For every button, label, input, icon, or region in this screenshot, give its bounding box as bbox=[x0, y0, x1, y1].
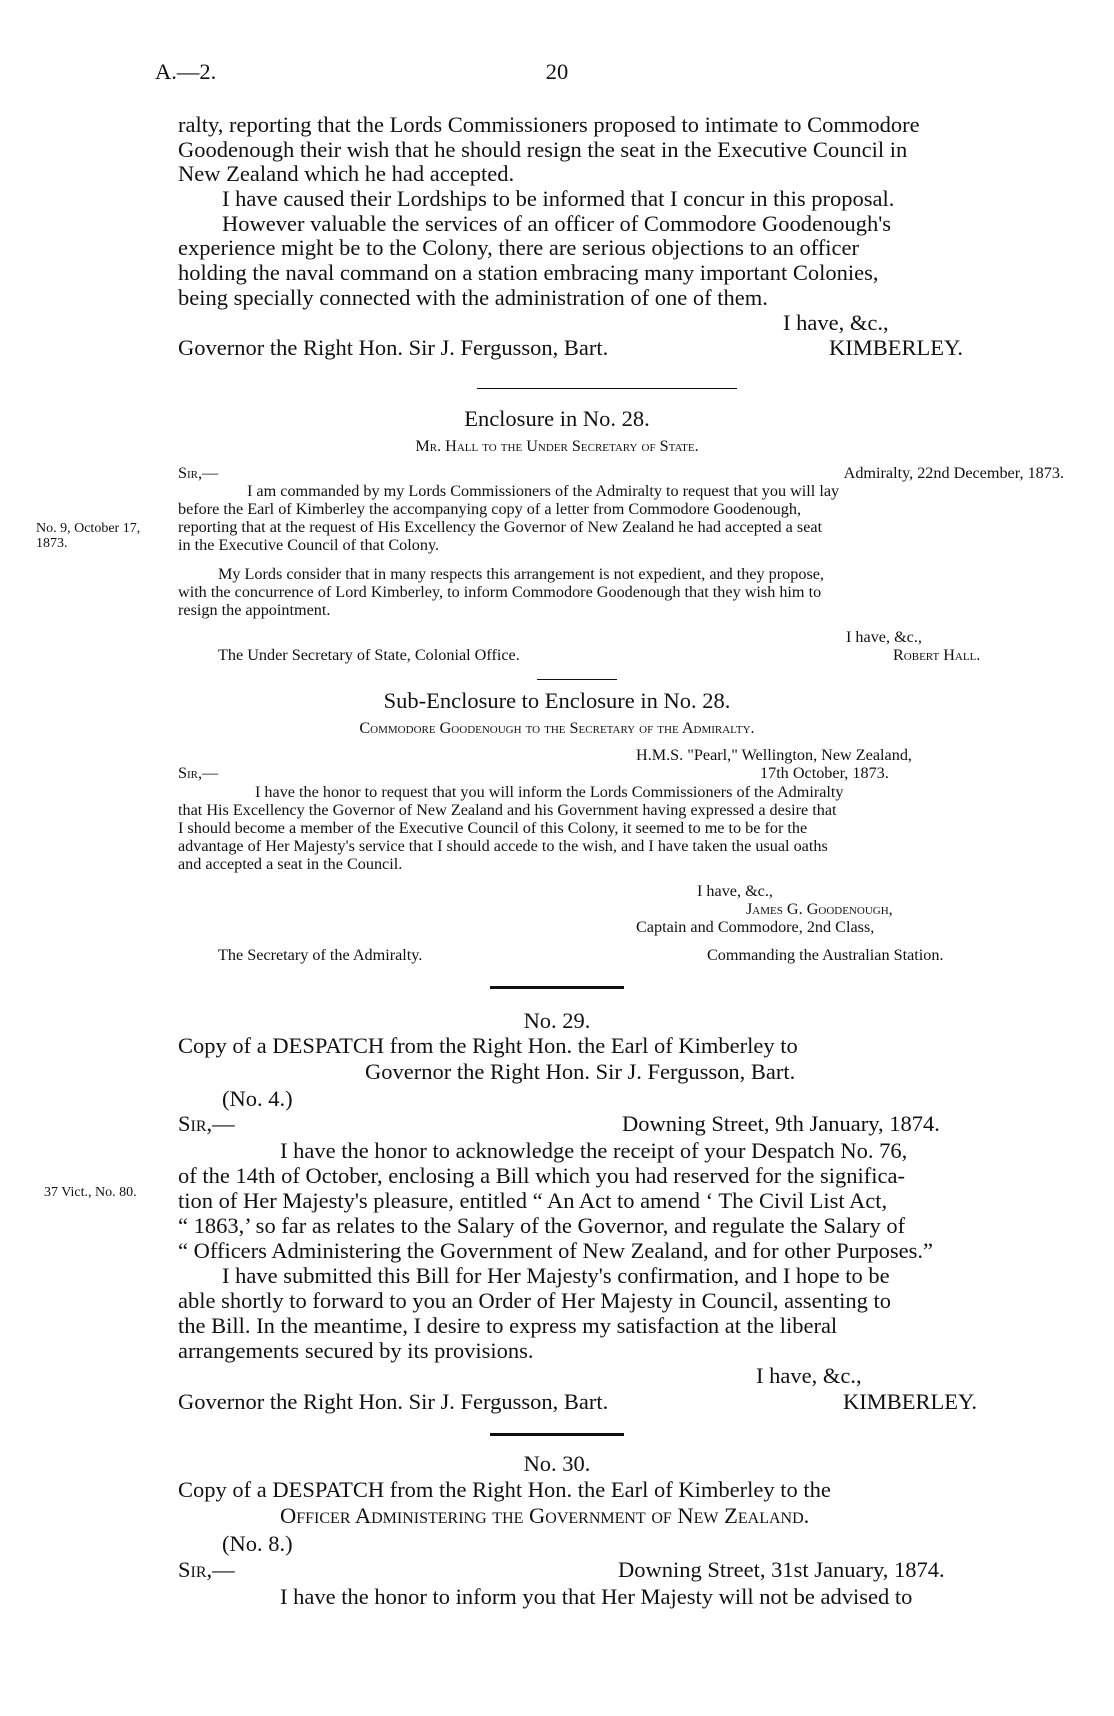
section-divider bbox=[477, 388, 737, 389]
despatch-title: Copy of a DESPATCH from the Right Hon. the Earl of Kimberley to bbox=[178, 1033, 798, 1058]
page-number: 20 bbox=[545, 59, 569, 84]
addressee: The Under Secretary of State, Colonial Office. bbox=[218, 646, 520, 664]
body-line: that His Excellency the Governor of New Zealand and his Government having expressed a desire that bbox=[178, 801, 837, 819]
despatch-title: Copy of a DESPATCH from the Right Hon. the Earl of Kimberley to the bbox=[178, 1477, 831, 1502]
signature: KIMBERLEY. bbox=[843, 1389, 977, 1414]
body-line: resign the appointment. bbox=[178, 601, 331, 619]
sub-enclosure-from-line: Commodore Goodenough to the Secretary of the Admiralty. bbox=[359, 719, 755, 737]
salutation: Sir,— bbox=[178, 1557, 235, 1582]
place-date: Admiralty, 22nd December, 1873. bbox=[843, 464, 1064, 482]
signature-name: James G. Goodenough, bbox=[746, 900, 893, 918]
body-line: I have the honor to request that you will inform the Lords Commissioners of the Admiralty bbox=[255, 783, 844, 801]
body-line: I have the honor to inform you that Her Majesty will not be advised to bbox=[280, 1584, 913, 1609]
section-divider bbox=[490, 986, 624, 989]
signature: KIMBERLEY. bbox=[829, 335, 963, 360]
body-line: ralty, reporting that the Lords Commissioners proposed to intimate to Commodore bbox=[178, 112, 920, 137]
signature-rank: Captain and Commodore, 2nd Class, bbox=[636, 918, 875, 936]
body-line: “ 1863,’ so far as relates to the Salary of the Governor, and regulate the Salary of bbox=[178, 1213, 906, 1238]
closing-line: I have, &c., bbox=[697, 882, 773, 900]
body-line: arrangements secured by its provisions. bbox=[178, 1338, 534, 1363]
body-line: “ Officers Administering the Government of New Zealand, and for other Purposes.” bbox=[178, 1238, 933, 1263]
date: 17th October, 1873. bbox=[760, 764, 889, 782]
salutation: Sir,— bbox=[178, 1111, 235, 1136]
body-line: I have the honor to acknowledge the receipt of your Despatch No. 76, bbox=[280, 1138, 908, 1163]
despatch-number: No. 29. bbox=[523, 1008, 591, 1033]
closing-line: I have, &c., bbox=[846, 628, 922, 646]
despatch-number: No. 30. bbox=[523, 1451, 591, 1476]
body-line: being specially connected with the administration of one of them. bbox=[178, 285, 768, 310]
sub-enclosure-title: Sub-Enclosure to Enclosure in No. 28. bbox=[383, 688, 731, 713]
body-line: tion of Her Majesty's pleasure, entitled “ An Act to amend ‘ The Civil List Act, bbox=[178, 1188, 888, 1213]
body-line: However valuable the services of an officer of Commodore Goodenough's bbox=[222, 211, 892, 236]
body-line: before the Earl of Kimberley the accompanying copy of a letter from Commodore Goodenough, bbox=[178, 500, 802, 518]
body-line: in the Executive Council of that Colony. bbox=[178, 536, 440, 554]
addressee: Governor the Right Hon. Sir J. Fergusson, Bart. bbox=[178, 335, 609, 360]
closing-line: I have, &c., bbox=[756, 1363, 862, 1388]
closing-line: I have, &c., bbox=[783, 310, 889, 335]
body-line: I have caused their Lordships to be informed that I concur in this proposal. bbox=[222, 186, 895, 211]
section-divider bbox=[490, 1433, 624, 1436]
body-line: I am commanded by my Lords Commissioners of the Admiralty to request that you will lay bbox=[247, 482, 840, 500]
body-line: I should become a member of the Executive Council of this Colony, it seemed to me to be for the bbox=[178, 819, 808, 837]
body-line: of the 14th of October, enclosing a Bill which you had reserved for the significa- bbox=[178, 1163, 906, 1188]
body-line: New Zealand which he had accepted. bbox=[178, 161, 515, 186]
body-line: with the concurrence of Lord Kimberley, to inform Commodore Goodenough that they wish him to bbox=[178, 583, 822, 601]
document-reference: A.—2. bbox=[155, 59, 217, 84]
enclosure-from-line: Mr. Hall to the Under Secretary of State. bbox=[415, 437, 699, 455]
despatch-ref: (No. 8.) bbox=[222, 1531, 293, 1556]
margin-note: No. 9, October 17, bbox=[36, 521, 141, 536]
body-line: experience might be to the Colony, there are serious objections to an officer bbox=[178, 235, 860, 260]
despatch-title: Governor the Right Hon. Sir J. Fergusson, Bart. bbox=[365, 1059, 796, 1084]
body-line: Goodenough their wish that he should resign the seat in the Executive Council in bbox=[178, 137, 908, 162]
despatch-ref: (No. 4.) bbox=[222, 1086, 293, 1111]
addressee: Governor the Right Hon. Sir J. Fergusson, Bart. bbox=[178, 1389, 609, 1414]
body-line: the Bill. In the meantime, I desire to express my satisfaction at the liberal bbox=[178, 1313, 838, 1338]
place-date: Downing Street, 31st January, 1874. bbox=[618, 1557, 945, 1582]
place: H.M.S. "Pearl," Wellington, New Zealand, bbox=[636, 746, 912, 764]
body-line: My Lords consider that in many respects this arrangement is not expedient, and they propose, bbox=[218, 565, 824, 583]
enclosure-title: Enclosure in No. 28. bbox=[464, 406, 650, 431]
body-line: I have submitted this Bill for Her Majesty's confirmation, and I hope to be bbox=[222, 1263, 890, 1288]
despatch-title: Officer Administering the Government of New Zealand. bbox=[280, 1503, 810, 1528]
section-divider bbox=[537, 679, 617, 680]
body-line: and accepted a seat in the Council. bbox=[178, 855, 403, 873]
place-date: Downing Street, 9th January, 1874. bbox=[622, 1111, 940, 1136]
body-line: advantage of Her Majesty's service that I should accede to the wish, and I have taken the usual oaths bbox=[178, 837, 828, 855]
signature: Robert Hall. bbox=[893, 646, 981, 664]
margin-note: 1873. bbox=[36, 536, 68, 551]
margin-note: 37 Vict., No. 80. bbox=[44, 1185, 137, 1200]
body-line: able shortly to forward to you an Order of Her Majesty in Council, assenting to bbox=[178, 1288, 891, 1313]
body-line: reporting that at the request of His Excellency the Governor of New Zealand he had accepted a seat bbox=[178, 518, 823, 536]
body-line: holding the naval command on a station embracing many important Colonies, bbox=[178, 260, 879, 285]
salutation: Sir,— bbox=[178, 764, 219, 782]
addressee: The Secretary of the Admiralty. bbox=[218, 946, 423, 964]
signature-post: Commanding the Australian Station. bbox=[707, 946, 944, 964]
salutation: Sir,— bbox=[178, 464, 219, 482]
